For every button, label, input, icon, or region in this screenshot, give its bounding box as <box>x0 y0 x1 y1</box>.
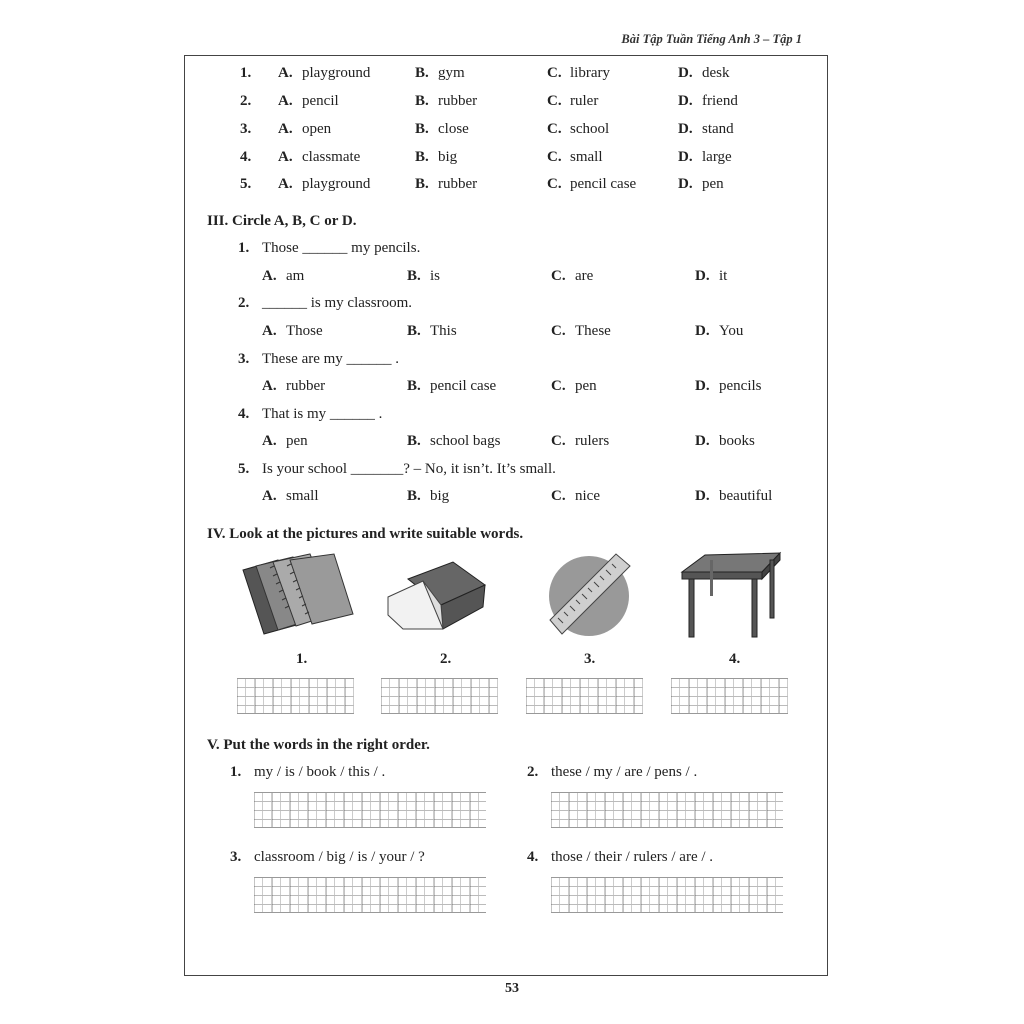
option-letter: C. <box>547 149 562 165</box>
picture-label-2: 2. <box>440 651 452 667</box>
option-letter: A. <box>262 378 277 394</box>
option-letter: D. <box>678 93 693 109</box>
writing-grid[interactable] <box>381 678 498 714</box>
option-text: pencil <box>302 93 339 109</box>
option-letter: B. <box>415 149 429 165</box>
option-letter: B. <box>415 121 429 137</box>
option-text: gym <box>438 65 465 81</box>
option-letter: D. <box>678 149 693 165</box>
option-letter: D. <box>695 268 710 284</box>
item-number: 1. <box>230 764 242 780</box>
option-text: big <box>430 488 450 504</box>
option-letter: A. <box>278 93 293 109</box>
option-text: playground <box>302 65 371 81</box>
item-number: 2. <box>527 764 539 780</box>
option-text: rubber <box>438 176 478 192</box>
item-text: my / is / book / this / . <box>254 764 386 780</box>
question-number: 5. <box>238 461 250 477</box>
option-text: pencil case <box>570 176 637 192</box>
option-letter: A. <box>278 121 293 137</box>
question-text: ______ is my classroom. <box>262 295 412 311</box>
option-letter: A. <box>262 488 277 504</box>
option-letter: C. <box>547 93 562 109</box>
option-letter: D. <box>678 65 693 81</box>
option-text: pen <box>575 378 597 394</box>
option-text: books <box>719 433 755 449</box>
option-letter: B. <box>407 268 421 284</box>
question-text: That is my ______ . <box>262 406 383 422</box>
section5-title: V. Put the words in the right order. <box>207 737 430 753</box>
item-number: 4. <box>527 849 539 865</box>
option-text: pencil case <box>430 378 497 394</box>
item-text: classroom / big / is / your / ? <box>254 849 425 865</box>
option-letter: D. <box>695 323 710 339</box>
option-text: pencils <box>719 378 762 394</box>
writing-grid[interactable] <box>551 877 783 913</box>
option-letter: D. <box>678 176 693 192</box>
option-text: school bags <box>430 433 501 449</box>
option-letter: B. <box>415 93 429 109</box>
option-text: small <box>570 149 603 165</box>
option-text: pen <box>702 176 724 192</box>
option-text: small <box>286 488 319 504</box>
writing-grid[interactable] <box>526 678 643 714</box>
page-number: 53 <box>505 981 519 996</box>
option-letter: A. <box>278 176 293 192</box>
option-letter: C. <box>547 65 562 81</box>
option-text: big <box>438 149 458 165</box>
option-text: is <box>430 268 441 284</box>
option-text: desk <box>702 65 730 81</box>
writing-grid[interactable] <box>254 792 486 828</box>
writing-grid[interactable] <box>551 792 783 828</box>
option-letter: A. <box>278 149 293 165</box>
option-letter: B. <box>407 378 421 394</box>
option-letter: D. <box>695 378 710 394</box>
content-frame <box>184 55 828 976</box>
item-number: 3. <box>230 849 242 865</box>
option-text: playground <box>302 176 371 192</box>
option-letter: B. <box>407 433 421 449</box>
option-letter: A. <box>278 65 293 81</box>
option-text: friend <box>702 93 738 109</box>
option-letter: C. <box>547 176 562 192</box>
option-text: large <box>702 149 732 165</box>
question-text: Is your school _______? – No, it isn’t. It’s small. <box>262 461 556 477</box>
row-number: 5. <box>240 176 252 192</box>
item-text: those / their / rulers / are / . <box>551 849 714 865</box>
option-text: ruler <box>570 93 599 109</box>
ruler-icon <box>542 550 637 640</box>
option-letter: C. <box>551 378 566 394</box>
option-text: These <box>575 323 611 339</box>
picture-label-1: 1. <box>296 651 308 667</box>
row-number: 4. <box>240 149 252 165</box>
row-number: 2. <box>240 93 252 109</box>
option-text: classmate <box>302 149 361 165</box>
table-icon <box>680 550 785 642</box>
option-letter: B. <box>415 65 429 81</box>
option-letter: B. <box>407 488 421 504</box>
writing-grid[interactable] <box>237 678 354 714</box>
page-header: Bài Tập Tuần Tiếng Anh 3 – Tập 1 <box>621 32 802 46</box>
option-letter: C. <box>551 488 566 504</box>
option-text: am <box>286 268 305 284</box>
option-letter: A. <box>262 323 277 339</box>
question-number: 4. <box>238 406 250 422</box>
option-text: rubber <box>438 93 478 109</box>
option-text: nice <box>575 488 600 504</box>
option-text: beautiful <box>719 488 773 504</box>
option-text: school <box>570 121 610 137</box>
option-letter: B. <box>407 323 421 339</box>
option-text: rubber <box>286 378 326 394</box>
option-letter: A. <box>262 433 277 449</box>
option-letter: C. <box>547 121 562 137</box>
option-text: This <box>430 323 457 339</box>
option-text: it <box>719 268 728 284</box>
option-text: are <box>575 268 594 284</box>
row-number: 1. <box>240 65 252 81</box>
option-text: library <box>570 65 610 81</box>
question-number: 3. <box>238 351 250 367</box>
notebooks-icon <box>238 552 358 642</box>
option-letter: D. <box>695 488 710 504</box>
option-text: close <box>438 121 469 137</box>
question-text: These are my ______ . <box>262 351 400 367</box>
option-text: rulers <box>575 433 610 449</box>
option-letter: B. <box>415 176 429 192</box>
eraser-icon <box>383 557 493 637</box>
option-letter: C. <box>551 268 566 284</box>
picture-label-3: 3. <box>584 651 596 667</box>
section4-title: IV. Look at the pictures and write suitable words. <box>207 526 524 542</box>
section3-title: III. Circle A, B, C or D. <box>207 213 357 229</box>
option-letter: C. <box>551 433 566 449</box>
option-letter: D. <box>678 121 693 137</box>
option-text: You <box>719 323 744 339</box>
option-text: pen <box>286 433 308 449</box>
writing-grid[interactable] <box>254 877 486 913</box>
question-text: Those ______ my pencils. <box>262 240 421 256</box>
option-letter: C. <box>551 323 566 339</box>
question-number: 1. <box>238 240 250 256</box>
option-text: stand <box>702 121 734 137</box>
option-letter: D. <box>695 433 710 449</box>
picture-label-4: 4. <box>729 651 741 667</box>
option-letter: A. <box>262 268 277 284</box>
option-text: open <box>302 121 332 137</box>
item-text: these / my / are / pens / . <box>551 764 698 780</box>
writing-grid[interactable] <box>671 678 788 714</box>
option-text: Those <box>286 323 323 339</box>
question-number: 2. <box>238 295 250 311</box>
row-number: 3. <box>240 121 252 137</box>
